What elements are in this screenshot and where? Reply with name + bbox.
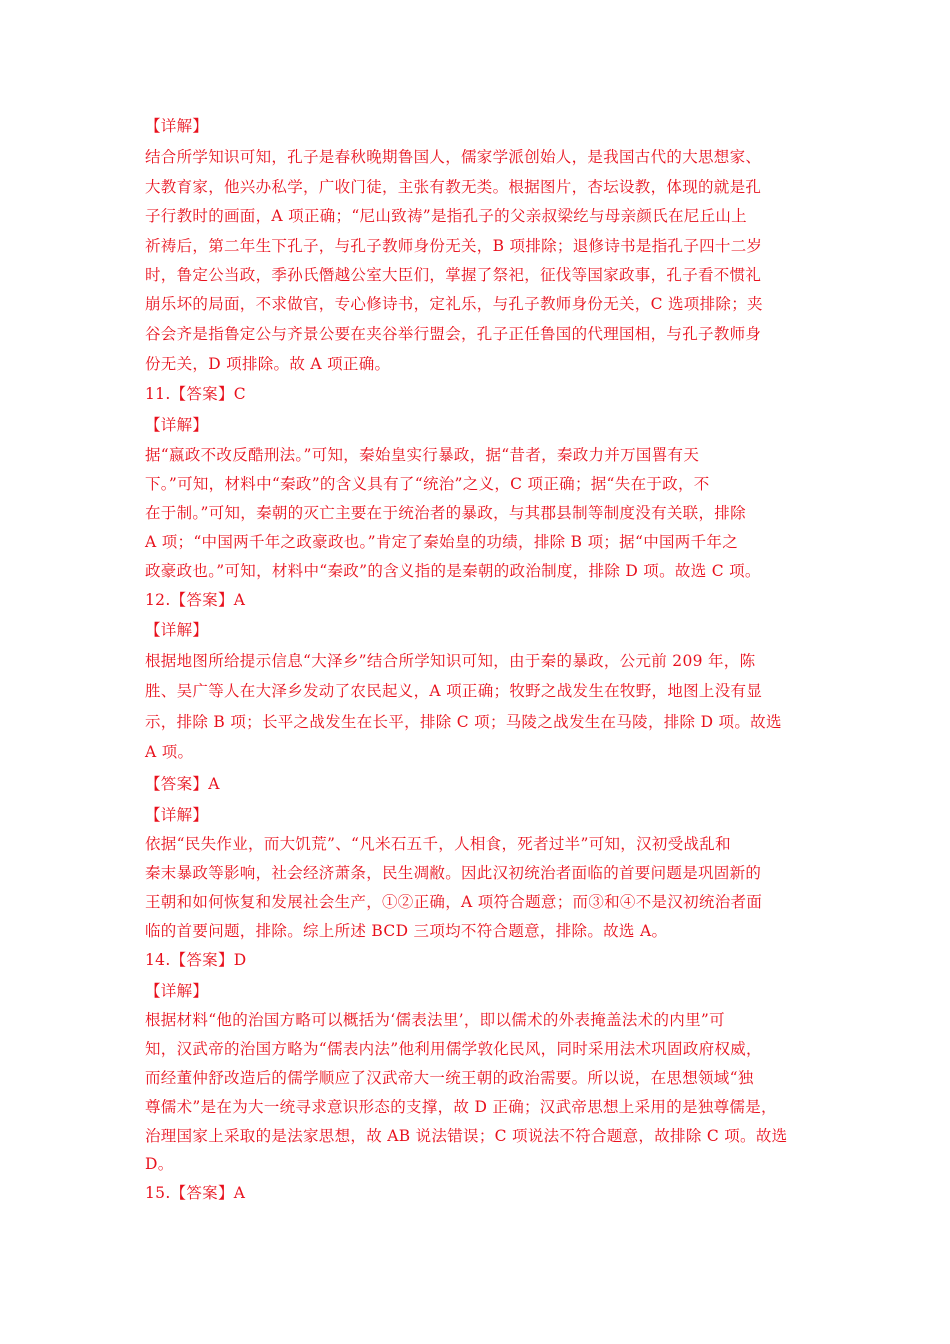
- section-heading-detail: 【详解】: [145, 982, 209, 1000]
- paragraph-line: 知，汉武帝的治国方略为“儒表内法”他利用儒学敦化民风，同时采用法术巩固政府权威，: [145, 1040, 762, 1058]
- paragraph-line: 时，鲁定公当政，季孙氏僭越公室大臣们，掌握了祭祀，征伐等国家政事，孔子看不惯礼: [145, 266, 762, 284]
- paragraph-line: 份无关，D 项排除。故 A 项正确。: [145, 355, 391, 373]
- paragraph-line: 王朝和如何恢复和发展社会生产，①②正确，A 项符合题意；而③和④不是汉初统治者面: [145, 893, 763, 911]
- paragraph-line: 在于制。”可知，秦朝的灭亡主要在于统治者的暴政，与其郡县制等制度没有关联，排除: [145, 504, 746, 522]
- paragraph-line: 谷会齐是指鲁定公与齐景公要在夹谷举行盟会，孔子正任鲁国的代理国相，与孔子教师身: [145, 325, 762, 343]
- section-heading-detail: 【详解】: [145, 117, 209, 135]
- paragraph-line: 结合所学知识可知，孔子是春秋晚期鲁国人，儒家学派创始人，是我国古代的大思想家、: [145, 148, 762, 166]
- answer-heading: 15.【答案】A: [145, 1184, 246, 1202]
- answer-heading: 14.【答案】D: [145, 951, 247, 969]
- paragraph-line: 大教育家，他兴办私学，广收门徒，主张有教无类。根据图片，杏坛设教，体现的就是孔: [145, 178, 762, 196]
- paragraph-line: 政豪政也。”可知，材料中“秦政”的含义指的是秦朝的政治制度，排除 D 项。故选 C 项。: [145, 562, 761, 580]
- paragraph-line: 根据地图所给提示信息“大泽乡”结合所学知识可知，由于秦的暴政，公元前 209 年，陈: [145, 652, 756, 670]
- paragraph-line: 胜、吴广等人在大泽乡发动了农民起义，A 项正确；牧野之战发生在牧野，地图上没有显: [145, 682, 763, 700]
- paragraph-line: 而经董仲舒改造后的儒学顺应了汉武帝大一统王朝的政治需要。所以说，在思想领域“独: [145, 1069, 754, 1087]
- paragraph-line: 治理国家上采取的是法家思想，故 AB 说法错误；C 项说法不符合题意，故排除 C 项。故选: [145, 1127, 788, 1145]
- paragraph-line: 下。”可知，材料中“秦政”的含义具有了“统治”之义，C 项正确；据“失在于政，不: [145, 475, 710, 493]
- paragraph-line: 尊儒术”是在为大一统寻求意识形态的支撑，故 D 正确；汉武帝思想上采用的是独尊儒是，: [145, 1098, 777, 1116]
- paragraph-line: A 项；“中国两千年之政豪政也。”肯定了秦始皇的功绩，排除 B 项；据“中国两千年之: [145, 533, 738, 551]
- answer-heading: 12.【答案】A: [145, 591, 246, 609]
- paragraph-line: A 项。: [145, 743, 194, 761]
- paragraph-line: 祈祷后，第二年生下孔子，与孔子教师身份无关，B 项排除；退修诗书是指孔子四十二岁: [145, 237, 763, 255]
- answer-heading: 【答案】A: [145, 775, 220, 793]
- section-heading-detail: 【详解】: [145, 621, 209, 639]
- paragraph-line: 子行教时的画面，A 项正确；“尼山致祷”是指孔子的父亲叔梁纥与母亲颜氏在尼丘山上: [145, 207, 747, 225]
- section-heading-detail: 【详解】: [145, 416, 209, 434]
- answer-heading: 11.【答案】C: [145, 385, 246, 403]
- paragraph-line: 示，排除 B 项；长平之战发生在长平，排除 C 项；马陵之战发生在马陵，排除 D 项。故选: [145, 713, 782, 731]
- paragraph-line: D。: [145, 1155, 174, 1173]
- section-heading-detail: 【详解】: [145, 806, 209, 824]
- paragraph-line: 据“嬴政不改反酷刑法。”可知，秦始皇实行暴政，据“昔者，秦政力并万国嘼有天: [145, 446, 700, 464]
- paragraph-line: 临的首要问题，排除。综上所述 BCD 三项均不符合题意，排除。故选 A。: [145, 922, 668, 940]
- paragraph-line: 根据材料“他的治国方略可以概括为‘儒表法里’，即以儒术的外表掩盖法术的内里”可: [145, 1011, 725, 1029]
- paragraph-line: 秦末暴政等影响，社会经济萧条，民生凋敝。因此汉初统治者面临的首要问题是巩固新的: [145, 864, 762, 882]
- paragraph-line: 依据“民失作业，而大饥荒”、“凡米石五千，人相食，死者过半”可知，汉初受战乱和: [145, 835, 731, 853]
- paragraph-line: 崩乐坏的局面，不求做官，专心修诗书，定礼乐，与孔子教师身份无关，C 选项排除；夹: [145, 295, 763, 313]
